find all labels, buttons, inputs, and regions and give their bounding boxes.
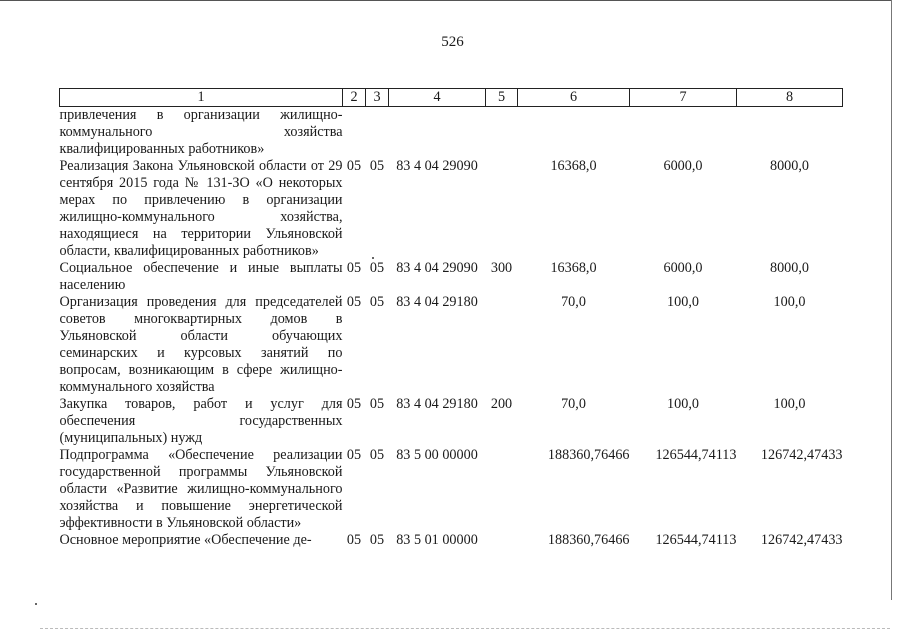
row-subsection-code: 05 — [369, 158, 385, 174]
row-amount-col6: 70,0 — [561, 396, 586, 412]
row-section-code: 05 — [346, 447, 362, 463]
row-subsection-code: 05 — [369, 447, 385, 463]
row-description: Организация проведения для председателей советов многоквартирных домов в Ульяновской области обучающих семинарских и курсовых занятий по вопросам, возникающим в сфере жилищно-коммунального хозяйства — [59, 294, 343, 395]
row-target-article: 83 4 04 29090 — [396, 260, 478, 276]
scan-artifact-line — [40, 628, 890, 629]
row-amount-col8: 8000,0 — [769, 260, 809, 276]
row-subsection-code: 05 — [369, 532, 385, 548]
row-description: Подпрограмма «Обеспечение реализации государственной программы Ульяновской области «Развитие жилищно-коммунального хозяйства и повышение энергетической эффективности в Ульяновской области» — [59, 447, 343, 531]
row-target-article: 83 5 01 00000 — [396, 532, 478, 548]
row-description: Реализация Закона Ульяновской области от 29 сентября 2015 года № 131-ЗО «О некоторых мерах по привлечению в организации жилищно-коммунального хозяйства, находящиеся на территории Ульяновской области, квалифицированных работников» — [59, 158, 343, 259]
row-description: Закупка товаров, работ и услуг для обеспечения государственных (муниципальных) нужд — [59, 396, 343, 446]
header-col-6: 6 — [518, 89, 630, 107]
row-expense-type: 200 — [490, 396, 513, 412]
row-target-article: 83 4 04 29180 — [396, 396, 478, 412]
row-amount-col8: 126742,47433 — [760, 532, 843, 548]
page-top-border — [0, 0, 891, 1]
table-row — [60, 294, 843, 396]
row-amount-col6: 188360,76466 — [547, 447, 630, 463]
header-col-8: 8 — [737, 89, 843, 107]
row-amount-col7: 6000,0 — [663, 260, 703, 276]
header-col-5: 5 — [486, 89, 518, 107]
header-col-3: 3 — [366, 89, 389, 107]
header-col-7: 7 — [630, 89, 737, 107]
row-amount-col6: 188360,76466 — [547, 532, 630, 548]
row-amount-col8: 126742,47433 — [760, 447, 843, 463]
row-expense-type: 300 — [490, 260, 513, 276]
row-target-article: 83 4 04 29180 — [396, 294, 478, 310]
table-row — [60, 260, 843, 294]
row-amount-col7: 100,0 — [667, 294, 699, 310]
row-section-code: 05 — [346, 532, 362, 548]
row-section-code: 05 — [346, 396, 362, 412]
row-subsection-code — [366, 107, 389, 159]
row-target-article: 83 4 04 29090 — [396, 158, 478, 174]
row-expense-type — [486, 532, 518, 549]
row-section-code: 05 — [346, 158, 362, 174]
row-description: Социальное обеспечение и иные выплаты населению — [59, 260, 343, 293]
row-amount-col7: 126544,74113 — [655, 447, 737, 463]
row-expense-type — [486, 447, 518, 532]
row-expense-type — [486, 158, 518, 260]
row-amount-col8: 8000,0 — [769, 158, 809, 174]
row-description: привлечения в организации жилищно-коммунального хозяйства квалифицированных работников» — [59, 107, 343, 157]
row-subsection-code: 05 — [369, 294, 385, 310]
row-amount-col7: 126544,74113 — [655, 532, 737, 548]
row-amount-col8: 100,0 — [773, 396, 806, 412]
row-description: Основное мероприятие «Обеспечение де- — [59, 532, 312, 548]
header-col-1: 1 — [60, 89, 343, 107]
row-amount-col8: 100,0 — [773, 294, 806, 310]
table-row — [60, 532, 843, 549]
row-section-code: 05 — [346, 294, 362, 310]
row-amount-col7: 100,0 — [667, 396, 699, 412]
row-amount-col7: 6000,0 — [663, 158, 703, 174]
table-row — [60, 447, 843, 532]
row-subsection-code: 05 — [369, 260, 385, 276]
row-amount-col6: 16368,0 — [550, 260, 597, 276]
table-row — [60, 107, 843, 159]
page-number: 526 — [441, 34, 464, 50]
scan-speck — [35, 603, 37, 605]
row-amount-col6: 16368,0 — [550, 158, 597, 174]
row-amount-col6: 70,0 — [561, 294, 586, 310]
table-row — [60, 158, 843, 260]
row-amount-col7 — [630, 107, 737, 159]
scan-speck — [372, 257, 374, 259]
row-expense-type — [486, 107, 518, 159]
table-row — [60, 396, 843, 447]
row-expense-type — [486, 294, 518, 396]
row-subsection-code: 05 — [369, 396, 385, 412]
row-section-code — [343, 107, 366, 159]
row-amount-col8 — [737, 107, 843, 159]
table-header-row — [60, 89, 843, 107]
header-col-4: 4 — [389, 89, 486, 107]
page-right-border — [891, 0, 892, 600]
row-target-article — [389, 107, 486, 159]
header-col-2: 2 — [343, 89, 366, 107]
row-amount-col6 — [518, 107, 630, 159]
row-section-code: 05 — [346, 260, 362, 276]
row-target-article: 83 5 00 00000 — [396, 447, 478, 463]
budget-table — [59, 88, 843, 549]
